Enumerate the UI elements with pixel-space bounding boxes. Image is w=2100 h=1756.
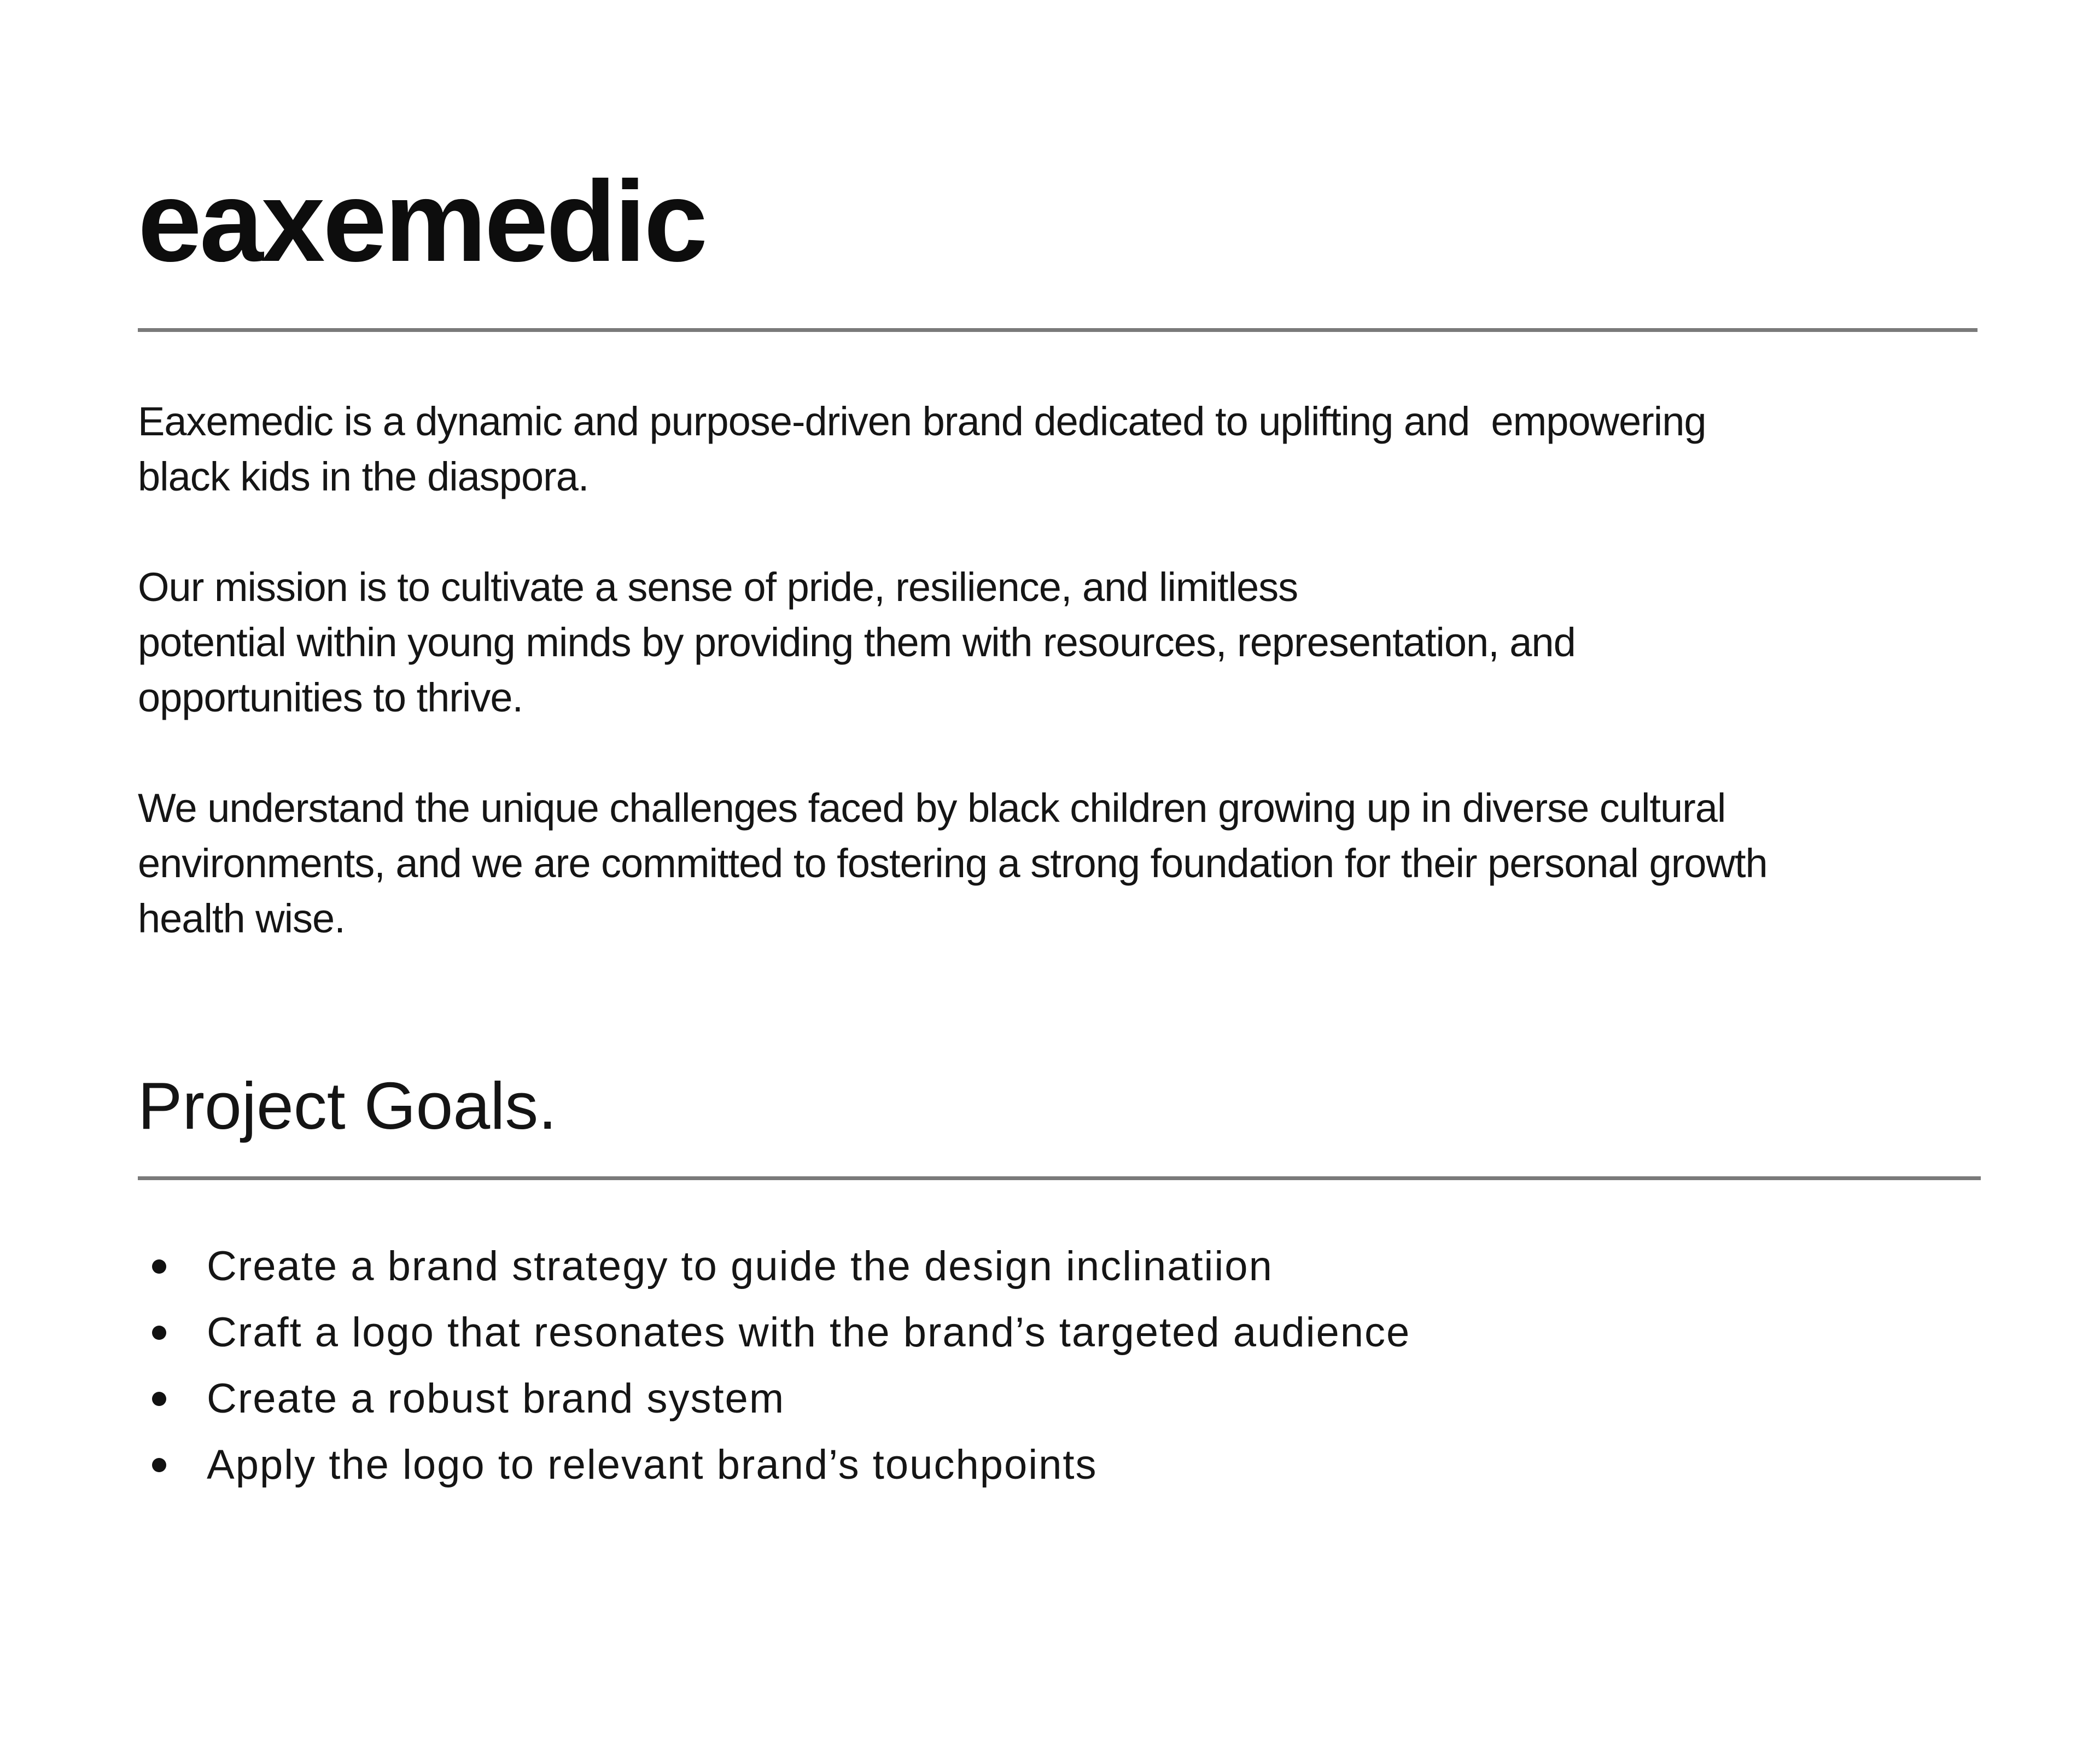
- title-divider: [138, 328, 1978, 332]
- goal-item: [138, 1233, 1410, 1299]
- bullet-icon: [152, 1259, 166, 1274]
- intro-paragraph-1: [138, 394, 1997, 504]
- goal-text: Craft a logo that resonates with the brand’s targeted audience: [207, 1309, 1411, 1356]
- bullet-icon: [152, 1392, 166, 1406]
- goal-text: Apply the logo to relevant brand’s touchpoints: [207, 1442, 1098, 1488]
- challenges-line: We understand the unique challenges faced by black children growing up in diverse cultural: [138, 785, 1726, 831]
- intro-section: [138, 394, 1997, 1001]
- intro-line: black kids in the diaspora.: [138, 454, 589, 499]
- goal-text: Create a brand strategy to guide the design inclinatiion: [207, 1243, 1273, 1290]
- goal-item: [138, 1299, 1410, 1366]
- goal-text: Create a robust brand system: [207, 1375, 785, 1422]
- intro-line: Eaxemedic is a dynamic and purpose-driven brand dedicated to uplifting and empowering: [138, 399, 1706, 444]
- mission-paragraph: [138, 559, 1997, 725]
- project-goals-list: [138, 1233, 1410, 1498]
- mission-line: opportunities to thrive.: [138, 675, 523, 720]
- challenges-line: environments, and we are committed to fostering a strong foundation for their personal growth: [138, 841, 1768, 886]
- mission-line: Our mission is to cultivate a sense of pride, resilience, and limitless: [138, 564, 1298, 610]
- bullet-icon: [152, 1326, 166, 1340]
- project-goals-heading: Project Goals.: [138, 1069, 557, 1143]
- mission-line: potential within young minds by providing them with resources, representation, and: [138, 620, 1576, 665]
- goal-item: [138, 1432, 1410, 1498]
- goals-divider: [138, 1176, 1981, 1180]
- bullet-icon: [152, 1458, 166, 1472]
- challenges-line: health wise.: [138, 896, 345, 941]
- brand-title: eaxemedic: [138, 157, 706, 285]
- goal-item: [138, 1366, 1410, 1432]
- challenges-paragraph: [138, 780, 1997, 946]
